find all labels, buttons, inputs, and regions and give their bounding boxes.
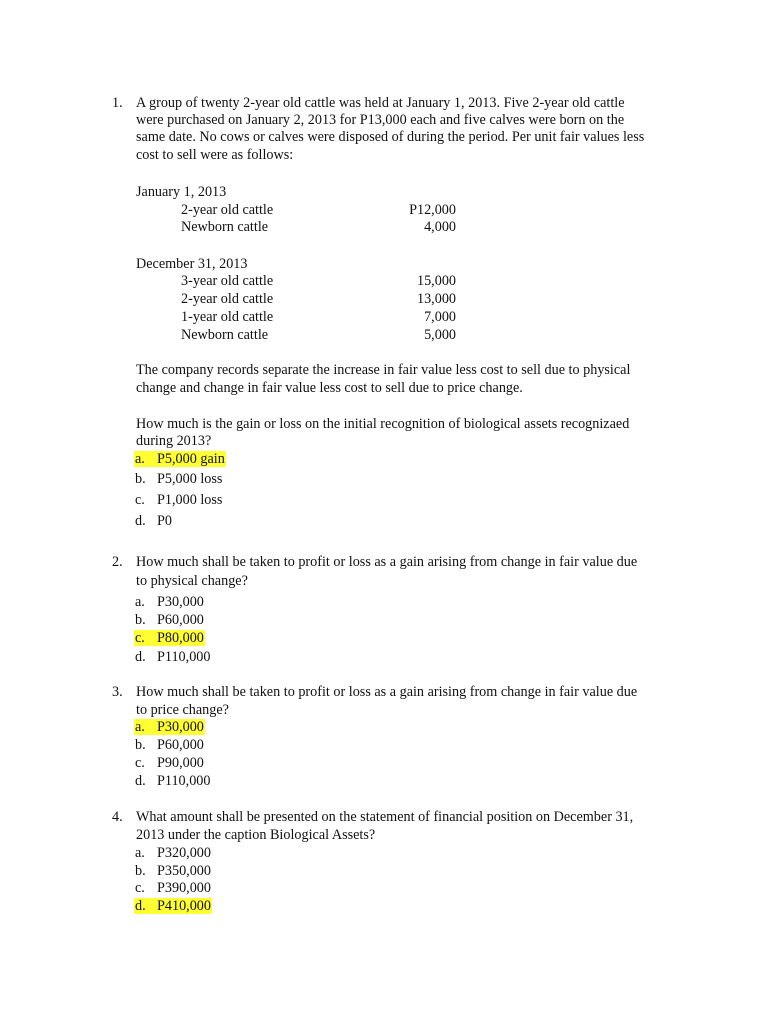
- option-text: P1,000 loss: [157, 492, 223, 508]
- table1-date: January 1, 2013: [136, 184, 227, 200]
- option-text: P60,000: [157, 737, 204, 753]
- table1-row-label: Newborn cattle: [181, 219, 269, 235]
- q2-question-line-2: to physical change?: [136, 573, 248, 589]
- q4-option-b[interactable]: [135, 862, 211, 880]
- option-text: P90,000: [157, 755, 204, 771]
- q1-stem-line-2: were purchased on January 2, 2013 for P13,000 each and five calves were born on the: [136, 112, 625, 128]
- table2-row-label: Newborn cattle: [181, 327, 269, 343]
- q3-option-c[interactable]: [135, 754, 204, 772]
- option-text: P30,000: [157, 594, 204, 610]
- q1-option-b[interactable]: [135, 470, 222, 488]
- q1-stem-line-3: same date. No cows or calves were disposed of during the period. Per unit fair values less: [136, 129, 645, 145]
- option-letter: d.: [135, 513, 146, 529]
- q3-number: 3.: [112, 684, 123, 700]
- option-letter: c.: [135, 880, 145, 896]
- q1-number: 1.: [112, 95, 123, 111]
- q4-question-line-1: What amount shall be presented on the statement of financial position on December 31,: [136, 809, 634, 825]
- q2-option-a[interactable]: [135, 593, 204, 611]
- q1-option-c[interactable]: [135, 491, 222, 509]
- option-letter: c.: [135, 755, 145, 771]
- option-text: P350,000: [157, 863, 211, 879]
- q2-question-line-1: How much shall be taken to profit or loss as a gain arising from change in fair value due: [136, 554, 638, 570]
- option-text: P390,000: [157, 880, 211, 896]
- table1-row-label: 2-year old cattle: [181, 202, 274, 218]
- option-text: P80,000: [157, 630, 204, 646]
- q3-question-line-2: to price change?: [136, 702, 229, 718]
- q4-option-d[interactable]: [134, 897, 212, 915]
- option-text: P0: [157, 513, 172, 529]
- q4-option-c[interactable]: [135, 879, 211, 897]
- q2-option-d[interactable]: [135, 648, 210, 666]
- q1-option-a[interactable]: [134, 450, 226, 468]
- table2-row-label: 1-year old cattle: [181, 309, 274, 325]
- option-letter: a.: [135, 451, 145, 467]
- answer-highlight: [134, 451, 226, 467]
- answer-highlight: [134, 630, 205, 646]
- table2-row-label: 3-year old cattle: [181, 273, 274, 289]
- option-text: P60,000: [157, 612, 204, 628]
- q1-option-d[interactable]: [135, 512, 172, 530]
- option-letter: c.: [135, 492, 145, 508]
- option-letter: a.: [135, 845, 145, 861]
- option-text: P320,000: [157, 845, 211, 861]
- option-text: P5,000 gain: [157, 451, 225, 467]
- table1-row-value: P12,000: [409, 202, 456, 218]
- q4-question-line-2: 2013 under the caption Biological Assets?: [136, 827, 376, 843]
- option-letter: b.: [135, 471, 146, 487]
- option-text: P110,000: [157, 773, 211, 789]
- answer-highlight: [134, 719, 205, 735]
- table2-row-label: 2-year old cattle: [181, 291, 274, 307]
- q2-number: 2.: [112, 554, 123, 570]
- table2-row-value: 5,000: [424, 327, 456, 343]
- option-letter: a.: [135, 594, 145, 610]
- option-letter: b.: [135, 863, 146, 879]
- q1-stem-line-4: cost to sell were as follows:: [136, 147, 294, 163]
- option-letter: a.: [135, 719, 145, 735]
- option-letter: d.: [135, 898, 146, 914]
- q2-option-c[interactable]: [134, 629, 205, 647]
- q3-option-d[interactable]: [135, 772, 210, 790]
- answer-highlight: [134, 898, 212, 914]
- option-text: P110,000: [157, 649, 211, 665]
- option-letter: b.: [135, 612, 146, 628]
- table2-row-value: 15,000: [416, 273, 456, 289]
- q3-question-line-1: How much shall be taken to profit or loss as a gain arising from change in fair value due: [136, 684, 638, 700]
- table2-row-value: 7,000: [424, 309, 456, 325]
- option-text: P5,000 loss: [157, 471, 223, 487]
- option-letter: d.: [135, 773, 146, 789]
- table1-row-value: 4,000: [424, 219, 456, 235]
- q1-note-line-1: The company records separate the increase in fair value less cost to sell due to physical: [136, 362, 631, 378]
- q1-stem-line-1: A group of twenty 2-year old cattle was held at January 1, 2013. Five 2-year old cattle: [136, 95, 625, 111]
- q1-note-line-2: change and change in fair value less cost to sell due to price change.: [136, 380, 523, 396]
- q3-option-a[interactable]: [134, 718, 205, 736]
- option-letter: c.: [135, 630, 145, 646]
- option-text: P30,000: [157, 719, 204, 735]
- q1-question-line-1: How much is the gain or loss on the initial recognition of biological assets recognizaed: [136, 416, 630, 432]
- option-letter: d.: [135, 649, 146, 665]
- q1-question-line-2: during 2013?: [136, 433, 212, 449]
- table2-date: December 31, 2013: [136, 256, 248, 272]
- option-text: P410,000: [157, 898, 211, 914]
- q4-number: 4.: [112, 809, 123, 825]
- q4-option-a[interactable]: [135, 844, 211, 862]
- table2-row-value: 13,000: [416, 291, 456, 307]
- q2-option-b[interactable]: [135, 611, 204, 629]
- q3-option-b[interactable]: [135, 736, 204, 754]
- option-letter: b.: [135, 737, 146, 753]
